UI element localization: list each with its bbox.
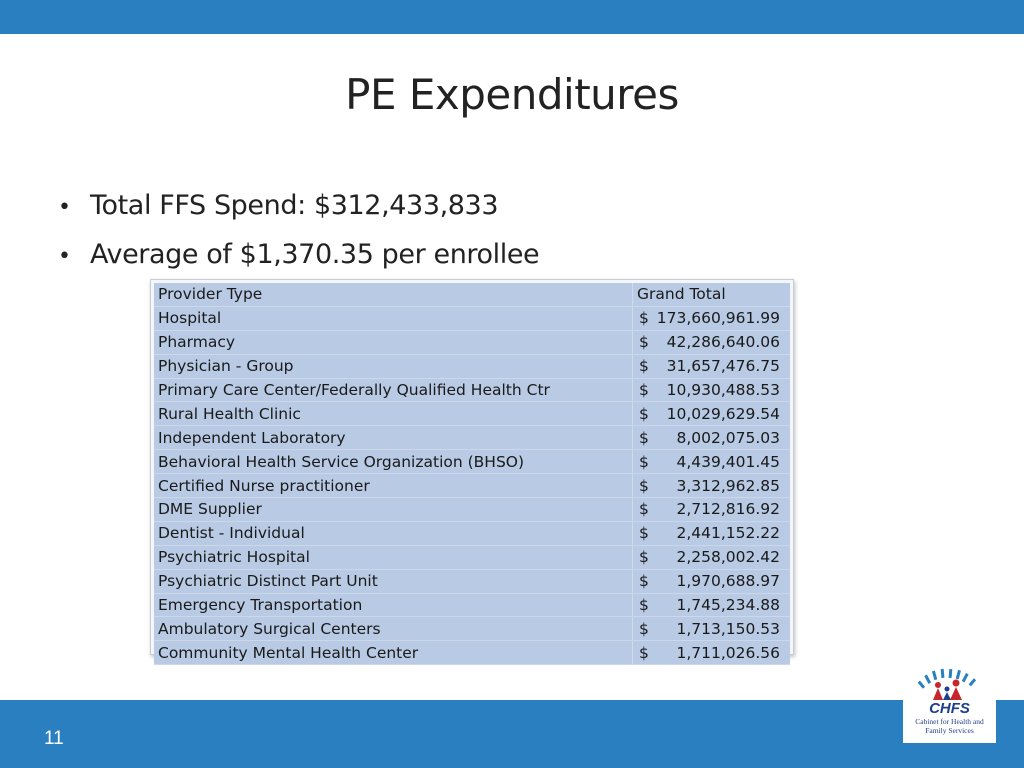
table-row [154, 354, 790, 378]
bullet-icon: • [58, 244, 71, 269]
table-row [154, 306, 790, 330]
grand-total-cell: 2,441,152.22 [649, 521, 790, 545]
currency-symbol-cell: $ [633, 378, 650, 402]
currency-symbol-cell: $ [633, 569, 650, 593]
grand-total-cell: 1,970,688.97 [649, 569, 790, 593]
currency-symbol-cell: $ [633, 330, 650, 354]
logo-name: CHFS [929, 700, 970, 717]
grand-total-cell: 2,258,002.42 [649, 545, 790, 569]
bullet-text: Average of $1,370.35 per enrollee [90, 239, 540, 270]
header-grand-total: Grand Total [633, 283, 791, 306]
table-row [154, 521, 790, 545]
grand-total-cell: 4,439,401.45 [649, 450, 790, 474]
provider-type-cell: Dentist - Individual [154, 521, 633, 545]
logo-subtitle-line: Family Services [925, 726, 974, 735]
logo-subtitle-line: Cabinet for Health and [915, 717, 984, 726]
grand-total-cell: 2,712,816.92 [649, 498, 790, 522]
currency-symbol-cell: $ [633, 617, 650, 641]
provider-type-cell: Physician - Group [154, 354, 633, 378]
currency-symbol-cell: $ [633, 402, 650, 426]
table-row [154, 330, 790, 354]
provider-type-cell: Pharmacy [154, 330, 633, 354]
grand-total-cell: 42,286,640.06 [649, 330, 790, 354]
provider-type-cell: Psychiatric Distinct Part Unit [154, 569, 633, 593]
bullet-item [58, 235, 539, 284]
currency-symbol-cell: $ [633, 354, 650, 378]
table-header-row [154, 283, 790, 306]
top-banner [0, 0, 1024, 34]
table-body [154, 306, 790, 664]
grand-total-cell: 1,711,026.56 [649, 641, 790, 665]
provider-type-cell: Behavioral Health Service Organization (BHSO) [154, 450, 633, 474]
grand-total-cell: 1,713,150.53 [649, 617, 790, 641]
provider-type-cell: DME Supplier [154, 498, 633, 522]
bullet-icon: • [58, 195, 71, 220]
table-row [154, 545, 790, 569]
grand-total-cell: 31,657,476.75 [649, 354, 790, 378]
currency-symbol-cell: $ [633, 593, 650, 617]
provider-type-cell: Certified Nurse practitioner [154, 474, 633, 498]
grand-total-cell: 173,660,961.99 [649, 306, 790, 330]
slide-title: PE Expenditures [345, 70, 679, 119]
currency-symbol-cell: $ [633, 426, 650, 450]
grand-total-cell: 10,930,488.53 [649, 378, 790, 402]
table-row [154, 569, 790, 593]
table-row [154, 641, 790, 665]
bullet-item [58, 186, 539, 235]
header-provider-type: Provider Type [154, 283, 633, 306]
grand-total-cell: 3,312,962.85 [649, 474, 790, 498]
provider-type-cell: Primary Care Center/Federally Qualified Health Ctr [154, 378, 633, 402]
provider-type-cell: Rural Health Clinic [154, 402, 633, 426]
expenditure-table [154, 283, 790, 665]
table-row [154, 617, 790, 641]
currency-symbol-cell: $ [633, 521, 650, 545]
grand-total-cell: 10,029,629.54 [649, 402, 790, 426]
bullet-text: Total FFS Spend: $312,433,833 [90, 190, 499, 221]
currency-symbol-cell: $ [633, 641, 650, 665]
table-row [154, 378, 790, 402]
currency-symbol-cell: $ [633, 450, 650, 474]
table-row [154, 474, 790, 498]
chfs-figures-icon [916, 667, 983, 701]
table-row [154, 498, 790, 522]
table-row [154, 450, 790, 474]
provider-type-cell: Hospital [154, 306, 633, 330]
currency-symbol-cell: $ [633, 306, 650, 330]
provider-type-cell: Emergency Transportation [154, 593, 633, 617]
currency-symbol-cell: $ [633, 545, 650, 569]
provider-type-cell: Ambulatory Surgical Centers [154, 617, 633, 641]
chfs-logo [903, 664, 996, 743]
currency-symbol-cell: $ [633, 498, 650, 522]
logo-subtitle [903, 717, 996, 735]
bottom-banner [0, 700, 1024, 768]
page-number: 11 [44, 728, 64, 749]
currency-symbol-cell: $ [633, 474, 650, 498]
provider-type-cell: Community Mental Health Center [154, 641, 633, 665]
bullet-list [58, 186, 539, 284]
table-row [154, 402, 790, 426]
table-image-frame [150, 279, 794, 662]
grand-total-cell: 1,745,234.88 [649, 593, 790, 617]
table-row [154, 593, 790, 617]
table-row [154, 426, 790, 450]
grand-total-cell: 8,002,075.03 [649, 426, 790, 450]
provider-type-cell: Psychiatric Hospital [154, 545, 633, 569]
provider-type-cell: Independent Laboratory [154, 426, 633, 450]
